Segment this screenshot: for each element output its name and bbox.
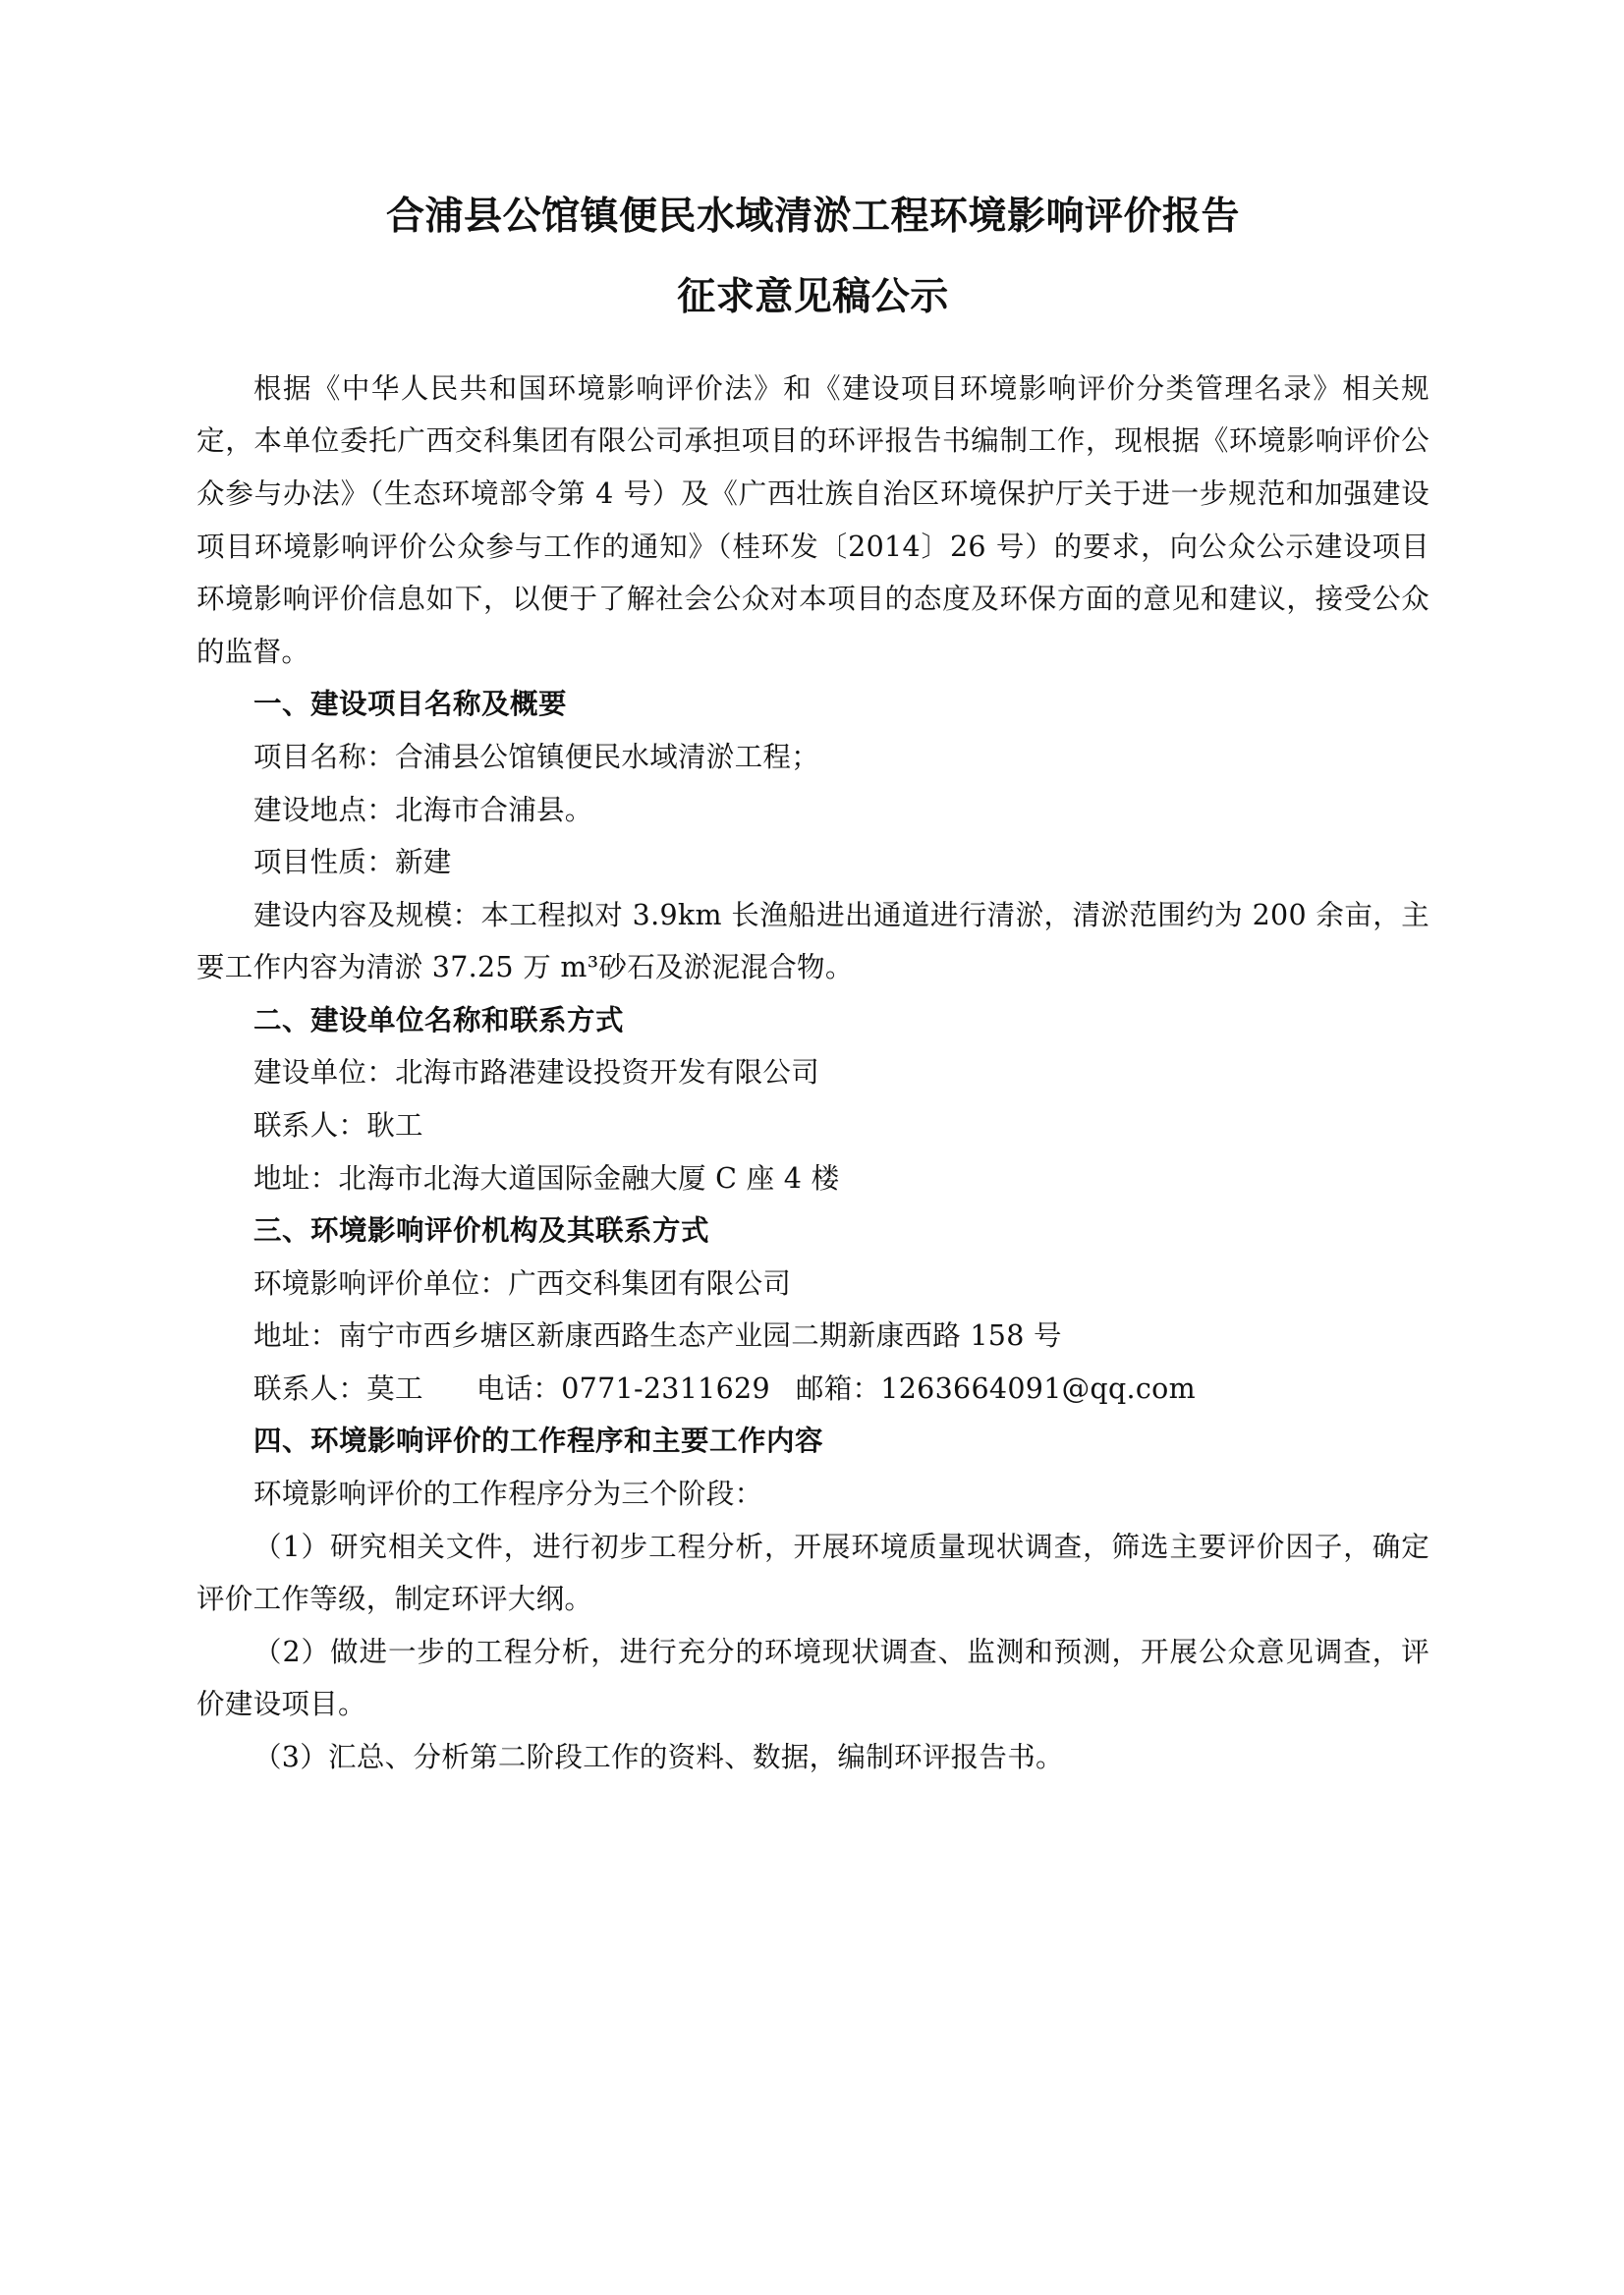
contact-phone: 电话：0771-2311629 bbox=[476, 1371, 770, 1405]
section-1-line-3: 项目性质：新建 bbox=[253, 846, 452, 879]
section-1-line-1: 项目名称：合浦县公馆镇便民水域清淤工程； bbox=[253, 740, 820, 773]
section-heading-3: 三、环境影响评价机构及其联系方式 bbox=[253, 1213, 710, 1248]
section-4-line-4: （3）汇总、分析第二阶段工作的资料、数据，编制环评报告书。 bbox=[253, 1740, 1064, 1773]
section-2-line-1: 建设单位：北海市路港建设投资开发有限公司 bbox=[253, 1056, 820, 1090]
section-2-line-3: 地址：北海市北海大道国际金融大厦 C 座 4 楼 bbox=[253, 1161, 840, 1195]
document-title-line1: 合浦县公馆镇便民水域清淤工程环境影响评价报告 bbox=[385, 194, 1240, 239]
document-body bbox=[196, 363, 1429, 1784]
section-1-line-2: 建设地点：北海市合浦县。 bbox=[253, 793, 593, 826]
section-heading-4: 四、环境影响评价的工作程序和主要工作内容 bbox=[253, 1424, 824, 1458]
section-4-line-1: 环境影响评价的工作程序分为三个阶段： bbox=[253, 1478, 763, 1511]
section-heading-2: 二、建设单位名称和联系方式 bbox=[253, 1002, 625, 1036]
contact-person: 联系人：莫工 bbox=[253, 1371, 423, 1405]
lead-paragraph: 根据《中华人民共和国环境影响评价法》和《建设项目环境影响评价分类管理名录》相关规定，本单位委托广西交科集团有限公司承担项目的环评报告书编制工作，现根据《环境影响评价公众参与办法》（生态环境部令第 4 号）及《广西壮族自治区环境保护厅关于进一步规范和加强建设项目环境影响评价公众参与工作的通知》（桂环发〔2014〕26 号）的要求，向公众公示建设项目环境影响评价信息如下，以便于了解社会公众对本项目的态度及环保方面的意见和建议，接受公众的监督。 bbox=[196, 371, 1429, 668]
contact-email: 邮箱：1263664091@qq.com bbox=[795, 1371, 1196, 1405]
document-content bbox=[196, 187, 1429, 1783]
document-title-line2: 征求意见稿公示 bbox=[677, 274, 949, 320]
section-2-line-2: 联系人：耿工 bbox=[253, 1108, 423, 1142]
section-4-line-2: （1）研究相关文件，进行初步工程分析，开展环境质量现状调查，筛选主要评价因子，确定评价工作等级，制定环评大纲。 bbox=[196, 1530, 1429, 1616]
section-4-line-3: （2）做进一步的工程分析，进行充分的环境现状调查、监测和预测，开展公众意见调查，评价建设项目。 bbox=[196, 1635, 1429, 1721]
section-3-contact-row bbox=[196, 1363, 1429, 1416]
section-3-line-2: 地址：南宁市西乡塘区新康西路生态产业园二期新康西路 158 号 bbox=[253, 1319, 1062, 1353]
section-1-line-4: 建设内容及规模：本工程拟对 3.9km 长渔船进出通道进行清淤，清淤范围约为 200 余亩，主要工作内容为清淤 37.25 万 m³砂石及淤泥混合物。 bbox=[196, 898, 1429, 984]
section-3-line-1: 环境影响评价单位：广西交科集团有限公司 bbox=[253, 1266, 792, 1300]
section-heading-1: 一、建设项目名称及概要 bbox=[253, 687, 568, 721]
